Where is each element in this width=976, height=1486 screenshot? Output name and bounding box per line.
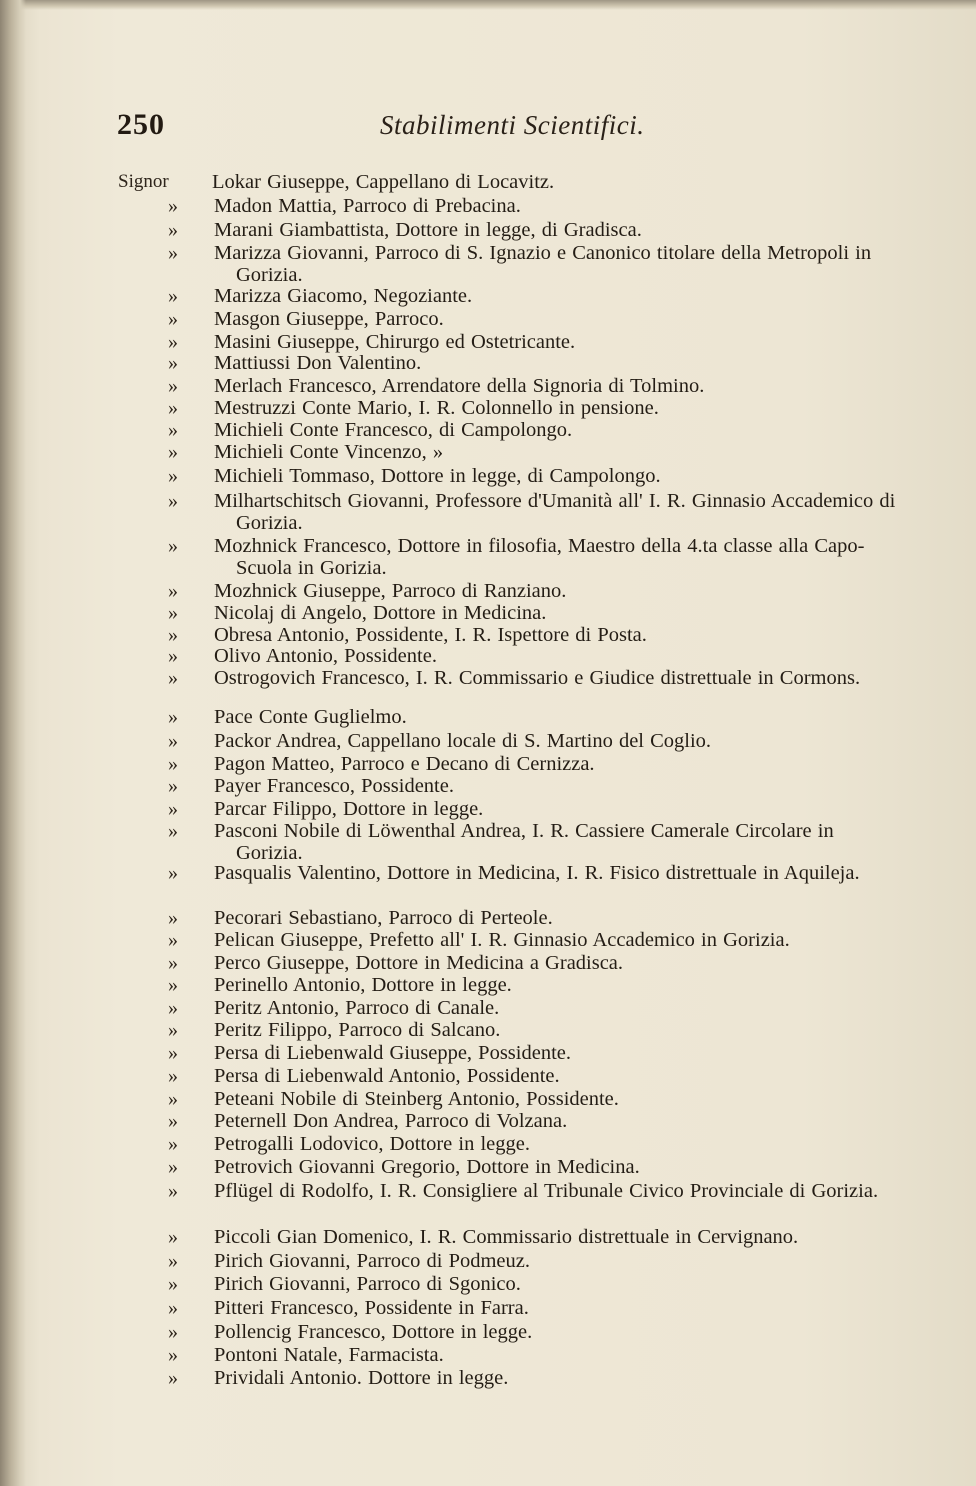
entry-text: Prividali Antonio. Dottore in legge. bbox=[214, 1367, 509, 1389]
entry-marker: » bbox=[168, 775, 178, 797]
entry-marker: » bbox=[168, 929, 178, 951]
entry-marker: » bbox=[168, 1250, 178, 1272]
entry-marker: » bbox=[168, 1321, 178, 1343]
entry-text: Pasconi Nobile di Löwenthal Andrea, I. R. Cassiere Camerale Circolare in Gorizia. bbox=[214, 820, 834, 864]
entry-marker: » bbox=[168, 1019, 178, 1041]
entry-text: Perinello Antonio, Dottore in legge. bbox=[214, 974, 512, 996]
entry-text: Pace Conte Guglielmo. bbox=[214, 706, 407, 728]
entry-text: Pollencig Francesco, Dottore in legge. bbox=[214, 1321, 533, 1343]
entry-text: Pecorari Sebastiano, Parroco di Perteole. bbox=[214, 907, 553, 929]
entry-text: Mattiussi Don Valentino. bbox=[214, 352, 422, 374]
entry-text: Persa di Liebenwald Antonio, Possidente. bbox=[214, 1065, 560, 1087]
entry-text: Peteani Nobile di Steinberg Antonio, Possidente. bbox=[214, 1088, 619, 1110]
entry-text: Persa di Liebenwald Giuseppe, Possidente. bbox=[214, 1042, 571, 1064]
entry-text: Pontoni Natale, Farmacista. bbox=[214, 1344, 444, 1366]
entry-marker: » bbox=[168, 242, 178, 264]
entry-text: Peritz Antonio, Parroco di Canale. bbox=[214, 997, 500, 1019]
entry-marker: » bbox=[168, 907, 178, 929]
entry-marker: » bbox=[168, 624, 178, 646]
entry-marker: » bbox=[168, 352, 178, 374]
entry-text: Milhartschitsch Giovanni, Professore d'Umanità all' I. R. Ginnasio Accademico di Gorizia. bbox=[214, 490, 896, 534]
entry-text: Lokar Giuseppe, Cappellano di Locavitz. bbox=[212, 171, 555, 193]
entry-text: Michieli Conte Francesco, di Campolongo. bbox=[214, 419, 573, 441]
entry-text: Marani Giambattista, Dottore in legge, di Gradisca. bbox=[214, 219, 642, 241]
entry-text: Madon Mattia, Parroco di Prebacina. bbox=[214, 195, 521, 217]
entry-text: Merlach Francesco, Arrendatore della Signoria di Tolmino. bbox=[214, 375, 705, 397]
entry-marker: » bbox=[168, 1297, 178, 1319]
entry-text: Pitteri Francesco, Possidente in Farra. bbox=[214, 1297, 529, 1319]
entry-marker: » bbox=[168, 195, 178, 217]
entry-marker: » bbox=[168, 285, 178, 307]
entry-text: Pirich Giovanni, Parroco di Sgonico. bbox=[214, 1273, 521, 1295]
entry-marker: » bbox=[168, 645, 178, 667]
entry-text: Michieli Conte Vincenzo, » bbox=[214, 441, 444, 463]
entry-text: Petrogalli Lodovico, Dottore in legge. bbox=[214, 1133, 530, 1155]
entry-text: Olivo Antonio, Possidente. bbox=[214, 645, 437, 667]
entry-marker: » bbox=[168, 1042, 178, 1064]
entry-marker: » bbox=[168, 375, 178, 397]
entry-marker: » bbox=[168, 952, 178, 974]
entry-text: Petrovich Giovanni Gregorio, Dottore in Medicina. bbox=[214, 1156, 640, 1178]
entry-marker: » bbox=[168, 602, 178, 624]
entry-marker: » bbox=[168, 219, 178, 241]
entry-text: Packor Andrea, Cappellano locale di S. Martino del Coglio. bbox=[214, 730, 712, 752]
page-number: 250 bbox=[117, 108, 165, 141]
entry-marker: » bbox=[168, 397, 178, 419]
entry-marker: » bbox=[168, 308, 178, 330]
entry-marker: » bbox=[168, 441, 178, 463]
entry-marker: » bbox=[168, 535, 178, 557]
entry-text: Mozhnick Giuseppe, Parroco di Ranziano. bbox=[214, 580, 567, 602]
entry-text: Marizza Giacomo, Negoziante. bbox=[214, 285, 473, 307]
entry-marker: » bbox=[168, 1273, 178, 1295]
entry-marker: Signor bbox=[118, 171, 169, 192]
entry-text: Pasqualis Valentino, Dottore in Medicina, I. R. Fisico distrettuale in Aquileja. bbox=[214, 862, 860, 884]
entry-marker: » bbox=[168, 1110, 178, 1132]
entry-text: Michieli Tommaso, Dottore in legge, di Campolongo. bbox=[214, 465, 661, 487]
entry-text: Payer Francesco, Possidente. bbox=[214, 775, 454, 797]
entry-text: Pagon Matteo, Parroco e Decano di Cernizza. bbox=[214, 753, 595, 775]
entry-text: Masgon Giuseppe, Parroco. bbox=[214, 308, 444, 330]
entry-text: Perco Giuseppe, Dottore in Medicina a Gradisca. bbox=[214, 952, 624, 974]
entry-text: Ostrogovich Francesco, I. R. Commissario e Giudice distrettuale in Cormons. bbox=[214, 667, 861, 689]
entry-marker: » bbox=[168, 490, 178, 512]
entry-marker: » bbox=[168, 706, 178, 728]
entry-marker: » bbox=[168, 1344, 178, 1366]
entry-marker: » bbox=[168, 730, 178, 752]
entry-text: Pflügel di Rodolfo, I. R. Consigliere al Tribunale Civico Provinciale di Gorizia. bbox=[214, 1180, 879, 1202]
entry-marker: » bbox=[168, 1180, 178, 1202]
running-title: Stabilimenti Scientifici. bbox=[380, 110, 645, 140]
entry-marker: » bbox=[168, 753, 178, 775]
entry-marker: » bbox=[168, 1065, 178, 1087]
entry-marker: » bbox=[168, 997, 178, 1019]
entry-marker: » bbox=[168, 667, 178, 689]
entry-marker: » bbox=[168, 331, 178, 353]
entry-marker: » bbox=[168, 465, 178, 487]
entry-text: Obresa Antonio, Possidente, I. R. Ispettore di Posta. bbox=[214, 624, 647, 646]
entry-text: Parcar Filippo, Dottore in legge. bbox=[214, 798, 484, 820]
entry-marker: » bbox=[168, 798, 178, 820]
entry-text: Pelican Giuseppe, Prefetto all' I. R. Ginnasio Accademico in Gorizia. bbox=[214, 929, 790, 951]
entry-text: Nicolaj di Angelo, Dottore in Medicina. bbox=[214, 602, 547, 624]
entry-text: Peritz Filippo, Parroco di Salcano. bbox=[214, 1019, 501, 1041]
entry-marker: » bbox=[168, 580, 178, 602]
entry-marker: » bbox=[168, 862, 178, 884]
entry-text: Mozhnick Francesco, Dottore in filosofia, Maestro della 4.ta classe alla Capo-Scuola in Gorizia. bbox=[214, 535, 865, 579]
entry-marker: » bbox=[168, 419, 178, 441]
entry-marker: » bbox=[168, 1156, 178, 1178]
entry-marker: » bbox=[168, 974, 178, 996]
entry-text: Pirich Giovanni, Parroco di Podmeuz. bbox=[214, 1250, 531, 1272]
entry-text: Mestruzzi Conte Mario, I. R. Colonnello in pensione. bbox=[214, 397, 659, 419]
entry-marker: » bbox=[168, 1367, 178, 1389]
entry-marker: » bbox=[168, 1133, 178, 1155]
entry-text: Peternell Don Andrea, Parroco di Volzana. bbox=[214, 1110, 568, 1132]
entry-text: Masini Giuseppe, Chirurgo ed Ostetricante. bbox=[214, 331, 576, 353]
entry-text: Marizza Giovanni, Parroco di S. Ignazio e Canonico titolare della Metropoli in Gorizia. bbox=[214, 242, 872, 286]
entry-marker: » bbox=[168, 820, 178, 842]
entry-text: Piccoli Gian Domenico, I. R. Commissario distrettuale in Cervignano. bbox=[214, 1226, 799, 1248]
entry-marker: » bbox=[168, 1088, 178, 1110]
entry-marker: » bbox=[168, 1226, 178, 1248]
